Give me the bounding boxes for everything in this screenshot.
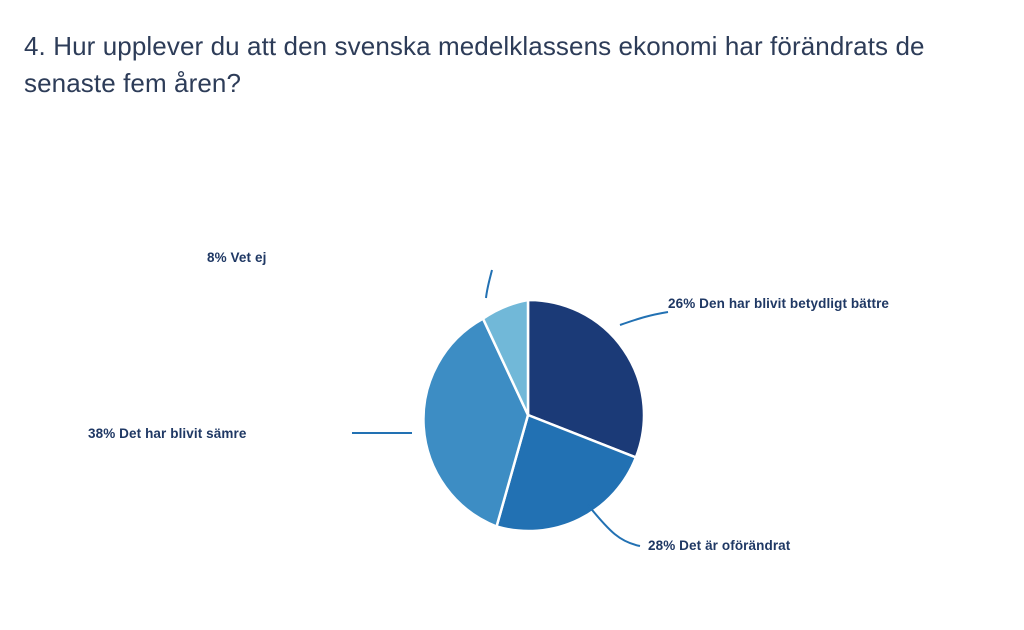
pie-label-vet-ej: 8% Vet ej bbox=[207, 250, 267, 265]
pie-label-oforandrat: 28% Det är oförändrat bbox=[648, 538, 791, 553]
pie-label-battre: 26% Den har blivit betydligt bättre bbox=[668, 296, 890, 311]
pie-chart-svg bbox=[0, 150, 1024, 620]
pie-chart-container bbox=[0, 150, 1024, 620]
pie-label-samre: 38% Det har blivit sämre bbox=[88, 426, 247, 441]
page-title: 4. Hur upplever du att den svenska medelklassens ekonomi har förändrats de senaste fem åren? bbox=[24, 31, 925, 98]
leader-line-oforandrat bbox=[588, 505, 640, 546]
leader-line-vetej bbox=[486, 270, 492, 298]
leader-line-battre bbox=[620, 312, 668, 325]
